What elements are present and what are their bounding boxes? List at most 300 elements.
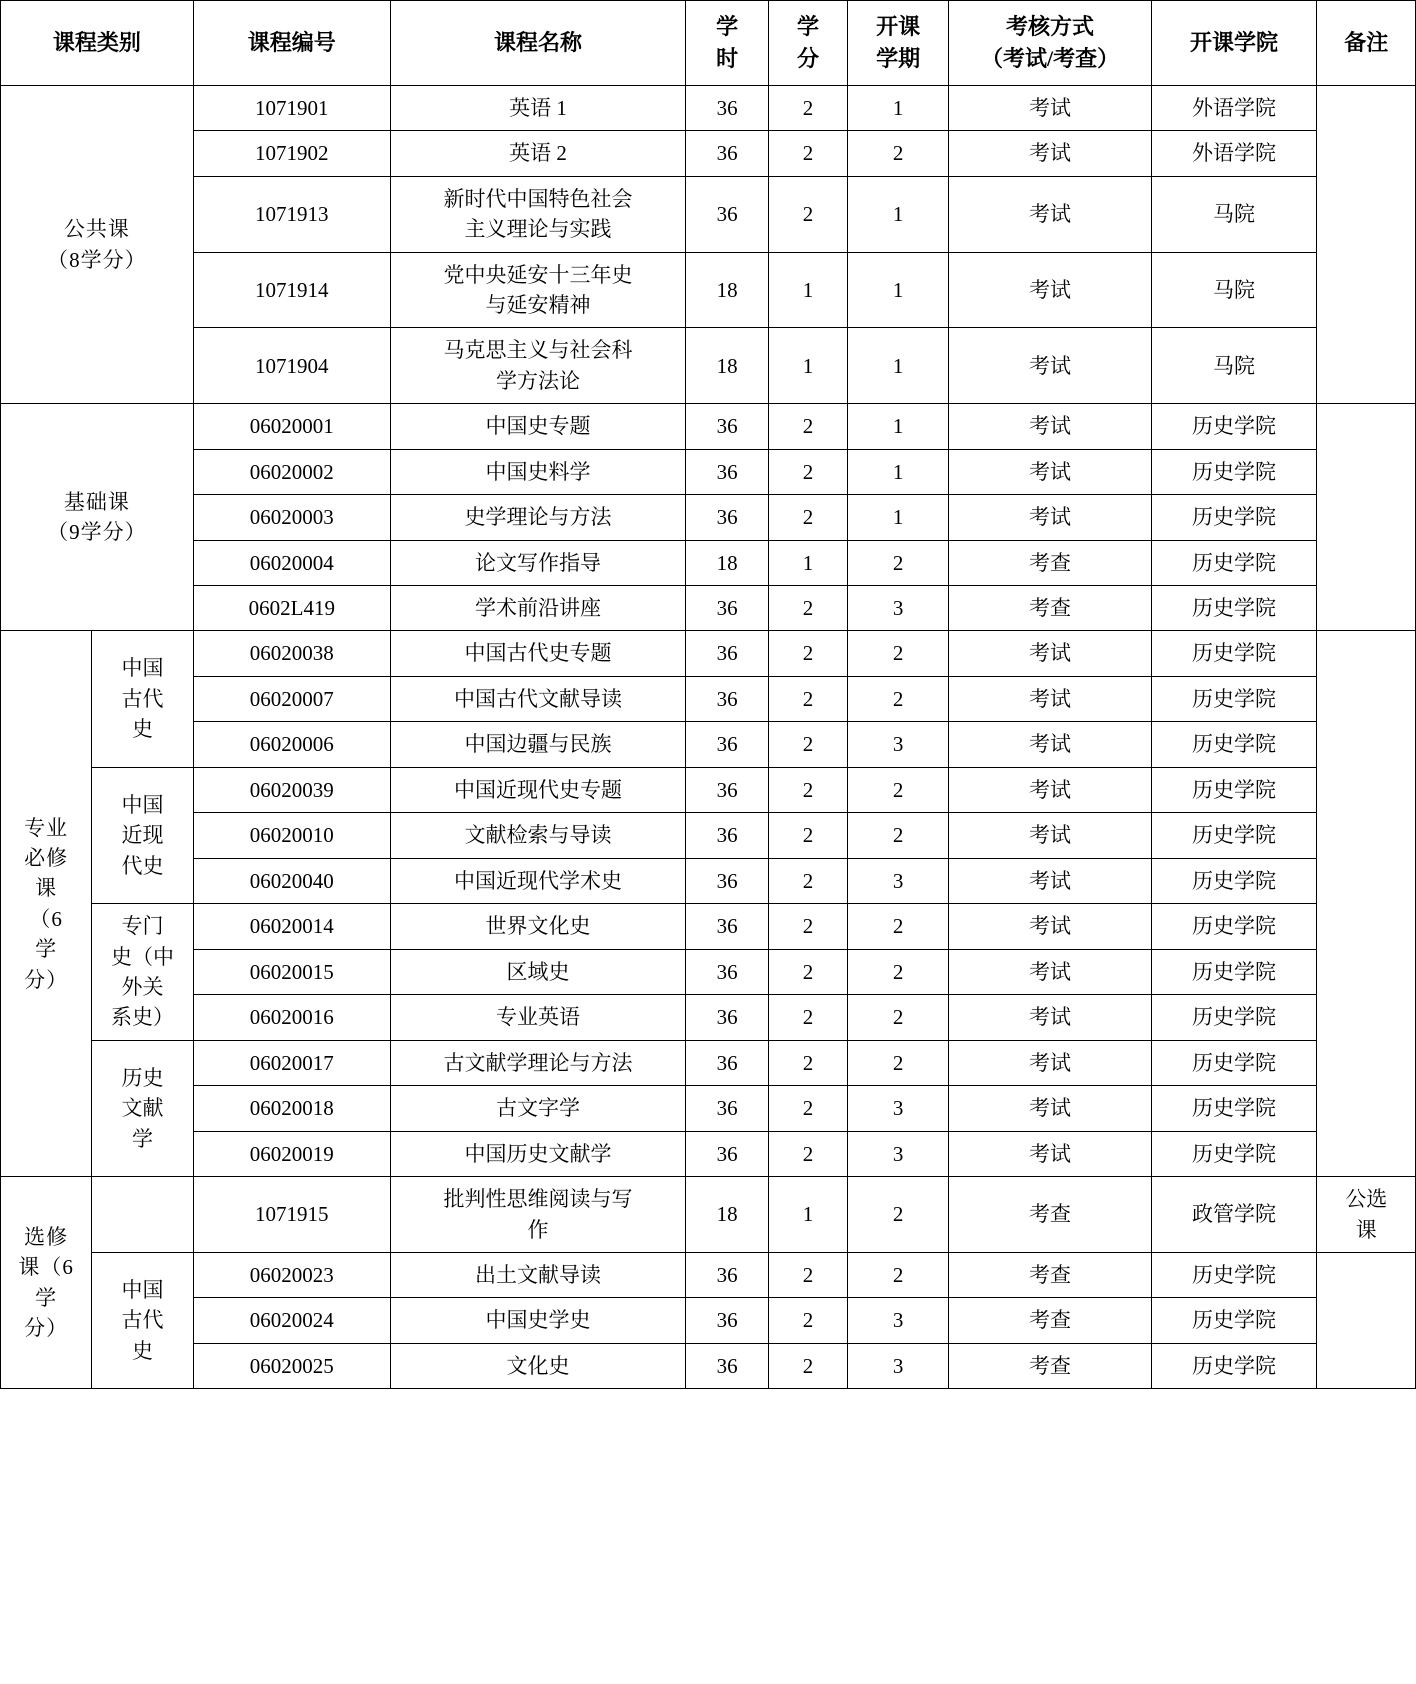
course-subcategory-cell: [92, 1253, 194, 1389]
table-row: [1, 586, 1416, 631]
table-row: [1, 722, 1416, 767]
table-row: [1, 176, 1416, 252]
header-credits: [769, 1, 848, 86]
course-name-cell: [390, 328, 685, 404]
department-cell: 历史学院: [1151, 1131, 1317, 1176]
class-hours-cell: 18: [686, 540, 769, 585]
course-category-cell-line: （8学分）: [47, 247, 147, 272]
class-hours-cell: 36: [686, 176, 769, 252]
department-cell: 历史学院: [1151, 858, 1317, 903]
credits-cell: 2: [769, 722, 848, 767]
course-category-cell-line: 学: [35, 937, 58, 962]
course-name-cell-line: 世界文化史: [485, 914, 591, 939]
header-assessment-line1: 考核方式: [1006, 14, 1095, 39]
department-cell: 历史学院: [1151, 1253, 1317, 1298]
assessment-cell: 考查: [949, 1177, 1151, 1253]
term-cell: 3: [847, 722, 949, 767]
course-name-cell-line: 中国近现代学术史: [453, 868, 622, 893]
course-category-cell-line: 专业: [24, 815, 69, 840]
assessment-cell: 考试: [949, 949, 1151, 995]
table-row: [1, 767, 1416, 812]
course-category-cell-line: 公共课: [63, 217, 130, 242]
course-name-cell-line: 古文字学: [495, 1096, 580, 1121]
course-name-cell-line: 新时代中国特色社会: [443, 186, 633, 211]
class-hours-cell: 36: [686, 1086, 769, 1131]
assessment-cell: 考查: [949, 586, 1151, 631]
term-cell: 2: [847, 949, 949, 995]
term-cell: 2: [847, 676, 949, 721]
term-cell: 2: [847, 540, 949, 585]
course-name-cell-line: 作: [527, 1217, 549, 1242]
class-hours-cell: 36: [686, 404, 769, 449]
course-name-cell-line: 古文献学理论与方法: [443, 1050, 633, 1075]
table-row: [1, 1040, 1416, 1085]
term-cell: 1: [847, 449, 949, 494]
assessment-cell: 考试: [949, 995, 1151, 1041]
credits-cell: 2: [769, 176, 848, 252]
class-hours-cell: 18: [686, 328, 769, 404]
table-row: [1, 949, 1416, 995]
assessment-cell: 考试: [949, 904, 1151, 950]
course-name-cell: [390, 176, 685, 252]
course-name-cell: [390, 722, 685, 767]
course-name-cell-line: 中国边疆与民族: [464, 732, 612, 757]
course-name-cell-line: 中国古代文献导读: [453, 686, 622, 711]
course-code-cell: 06020017: [193, 1040, 390, 1085]
course-code-cell: 1071913: [193, 176, 390, 252]
course-name-cell: [390, 1040, 685, 1085]
course-name-cell: [390, 404, 685, 449]
course-name-cell: [390, 949, 685, 995]
table-row: [1, 858, 1416, 903]
assessment-cell: 考试: [949, 858, 1151, 903]
header-class-hours-line2: 时: [716, 45, 739, 71]
table-row: [1, 1086, 1416, 1131]
course-code-cell: 1071904: [193, 328, 390, 404]
header-assessment-line2: （考试/考查）: [980, 45, 1120, 71]
credits-cell: 1: [769, 540, 848, 585]
credits-cell: 2: [769, 85, 848, 130]
course-name-cell: [390, 540, 685, 585]
credits-cell: 1: [769, 252, 848, 328]
remark-cell: [1317, 85, 1416, 404]
course-category-cell: [1, 631, 92, 1177]
class-hours-cell: 36: [686, 85, 769, 130]
assessment-cell: 考查: [949, 540, 1151, 585]
department-cell: 历史学院: [1151, 767, 1317, 812]
term-cell: 2: [847, 767, 949, 812]
class-hours-cell: 36: [686, 904, 769, 950]
table-row: [1, 1253, 1416, 1298]
course-category-cell-line: 必修: [24, 845, 69, 870]
credits-cell: 2: [769, 995, 848, 1041]
course-category-cell-line: 课（6: [18, 1255, 74, 1280]
course-name-cell-line: 马克思主义与社会科: [443, 338, 633, 363]
course-name-cell-line: 学方法论: [495, 368, 580, 393]
course-name-cell: [390, 1086, 685, 1131]
course-name-cell-line: 论文写作指导: [474, 550, 601, 575]
assessment-cell: 考试: [949, 252, 1151, 328]
course-subcategory-cell-line: 系史）: [111, 1005, 175, 1030]
class-hours-cell: 36: [686, 767, 769, 812]
assessment-cell: 考试: [949, 1086, 1151, 1131]
course-name-cell: [390, 1343, 685, 1388]
course-code-cell: 06020040: [193, 858, 390, 903]
table-row: [1, 495, 1416, 540]
course-code-cell: 1071915: [193, 1177, 390, 1253]
course-category-cell-line: 基础课: [63, 489, 130, 514]
term-cell: 1: [847, 404, 949, 449]
header-course-name: 课程名称: [390, 1, 685, 86]
class-hours-cell: 36: [686, 813, 769, 858]
course-subcategory-cell-line: 代史: [121, 853, 164, 878]
term-cell: 2: [847, 1040, 949, 1085]
course-code-cell: 06020023: [193, 1253, 390, 1298]
department-cell: 历史学院: [1151, 1086, 1317, 1131]
department-cell: 政管学院: [1151, 1177, 1317, 1253]
remark-cell: [1317, 631, 1416, 1177]
course-category-cell: [1, 1177, 92, 1389]
course-name-cell-line: 英语 2: [509, 141, 567, 166]
course-name-cell-line: 党中央延安十三年史: [443, 262, 633, 287]
assessment-cell: 考试: [949, 767, 1151, 812]
department-cell: 历史学院: [1151, 995, 1317, 1041]
credits-cell: 2: [769, 767, 848, 812]
assessment-cell: 考试: [949, 1131, 1151, 1176]
remark-cell: [1317, 404, 1416, 631]
credits-cell: 2: [769, 813, 848, 858]
credits-cell: 2: [769, 1343, 848, 1388]
course-name-cell: [390, 1298, 685, 1343]
credits-cell: 2: [769, 131, 848, 176]
header-credits-line1: 学: [796, 14, 819, 39]
course-code-cell: 06020039: [193, 767, 390, 812]
department-cell: 外语学院: [1151, 85, 1317, 130]
course-name-cell: [390, 495, 685, 540]
course-category-cell-line: （6: [29, 906, 63, 931]
class-hours-cell: 36: [686, 1131, 769, 1176]
class-hours-cell: 36: [686, 495, 769, 540]
course-category-cell: [1, 85, 194, 404]
course-code-cell: 06020003: [193, 495, 390, 540]
table-row: [1, 676, 1416, 721]
table-row: [1, 328, 1416, 404]
class-hours-cell: 36: [686, 131, 769, 176]
header-term-line1: 开课: [876, 14, 921, 39]
assessment-cell: 考试: [949, 722, 1151, 767]
remark-cell-line: 公选: [1345, 1187, 1388, 1212]
credits-cell: 2: [769, 449, 848, 494]
class-hours-cell: 36: [686, 1298, 769, 1343]
table-row: [1, 1177, 1416, 1253]
table-row: [1, 85, 1416, 130]
credits-cell: 2: [769, 586, 848, 631]
term-cell: 1: [847, 176, 949, 252]
course-name-cell: [390, 449, 685, 494]
course-name-cell: [390, 631, 685, 676]
course-code-cell: 06020015: [193, 949, 390, 995]
course-code-cell: 1071914: [193, 252, 390, 328]
term-cell: 1: [847, 495, 949, 540]
course-name-cell: [390, 1131, 685, 1176]
course-name-cell-line: 专业英语: [495, 1005, 580, 1030]
course-subcategory-cell: [92, 904, 194, 1041]
class-hours-cell: 36: [686, 1253, 769, 1298]
course-name-cell: [390, 1177, 685, 1253]
table-row: [1, 995, 1416, 1041]
course-subcategory-cell: [92, 767, 194, 903]
assessment-cell: 考试: [949, 131, 1151, 176]
header-term: [847, 1, 949, 86]
credits-cell: 2: [769, 1298, 848, 1343]
class-hours-cell: 36: [686, 1040, 769, 1085]
course-subcategory-cell: [92, 631, 194, 767]
class-hours-cell: 18: [686, 252, 769, 328]
class-hours-cell: 36: [686, 722, 769, 767]
table-row: [1, 404, 1416, 449]
term-cell: 2: [847, 631, 949, 676]
term-cell: 1: [847, 85, 949, 130]
table-row: [1, 1298, 1416, 1343]
assessment-cell: 考查: [949, 1343, 1151, 1388]
course-code-cell: 06020010: [193, 813, 390, 858]
header-assessment: [949, 1, 1151, 86]
course-subcategory-cell-line: 中国: [121, 792, 164, 817]
assessment-cell: 考试: [949, 449, 1151, 494]
department-cell: 历史学院: [1151, 586, 1317, 631]
table-row: [1, 252, 1416, 328]
term-cell: 2: [847, 131, 949, 176]
course-code-cell: 06020006: [193, 722, 390, 767]
course-name-cell: [390, 676, 685, 721]
assessment-cell: 考查: [949, 1253, 1151, 1298]
course-name-cell: [390, 1253, 685, 1298]
course-name-cell-line: 中国史学史: [485, 1308, 591, 1333]
course-name-cell-line: 中国史专题: [485, 414, 591, 439]
header-remark: 备注: [1317, 1, 1416, 86]
course-name-cell: [390, 813, 685, 858]
course-subcategory-cell-line: 中国: [121, 656, 164, 681]
remark-cell-line: 课: [1355, 1217, 1377, 1242]
table-row: [1, 904, 1416, 950]
department-cell: 外语学院: [1151, 131, 1317, 176]
table-row: [1, 540, 1416, 585]
class-hours-cell: 36: [686, 949, 769, 995]
department-cell: 马院: [1151, 252, 1317, 328]
term-cell: 3: [847, 1086, 949, 1131]
department-cell: 历史学院: [1151, 631, 1317, 676]
credits-cell: 1: [769, 1177, 848, 1253]
header-course-category: 课程类别: [1, 1, 194, 86]
course-subcategory-cell-line: 历史: [121, 1065, 164, 1090]
class-hours-cell: 36: [686, 449, 769, 494]
credits-cell: 2: [769, 1086, 848, 1131]
department-cell: 历史学院: [1151, 904, 1317, 950]
course-name-cell-line: 中国古代史专题: [464, 641, 612, 666]
class-hours-cell: 36: [686, 676, 769, 721]
department-cell: 历史学院: [1151, 813, 1317, 858]
table-row: [1, 813, 1416, 858]
course-name-cell-line: 主义理论与实践: [464, 217, 612, 242]
course-name-cell: [390, 858, 685, 903]
term-cell: 3: [847, 1131, 949, 1176]
course-code-cell: 06020001: [193, 404, 390, 449]
class-hours-cell: 36: [686, 1343, 769, 1388]
credits-cell: 2: [769, 858, 848, 903]
course-name-cell-line: 区域史: [506, 959, 570, 984]
term-cell: 2: [847, 904, 949, 950]
table-body: [1, 85, 1416, 1389]
course-code-cell: 06020014: [193, 904, 390, 950]
table-row: [1, 1131, 1416, 1176]
assessment-cell: 考试: [949, 328, 1151, 404]
department-cell: 历史学院: [1151, 1343, 1317, 1388]
course-code-cell: 06020024: [193, 1298, 390, 1343]
course-name-cell-line: 文献检索与导读: [464, 823, 612, 848]
term-cell: 1: [847, 328, 949, 404]
course-category-cell-line: 选修: [24, 1224, 69, 1249]
assessment-cell: 考试: [949, 631, 1151, 676]
course-name-cell-line: 与延安精神: [485, 292, 591, 317]
course-category-cell-line: 分）: [24, 967, 69, 992]
course-subcategory-cell-line: 史: [132, 1338, 154, 1363]
course-subcategory-cell-line: 史（中: [111, 944, 175, 969]
department-cell: 历史学院: [1151, 676, 1317, 721]
department-cell: 历史学院: [1151, 949, 1317, 995]
course-subcategory-cell-line: 近现: [121, 823, 164, 848]
assessment-cell: 考试: [949, 404, 1151, 449]
term-cell: 3: [847, 1343, 949, 1388]
course-code-cell: 06020016: [193, 995, 390, 1041]
course-subcategory-cell-line: 史: [132, 717, 154, 742]
course-category-cell-line: （9学分）: [47, 520, 147, 545]
term-cell: 1: [847, 252, 949, 328]
credits-cell: 2: [769, 676, 848, 721]
assessment-cell: 考试: [949, 1040, 1151, 1085]
course-code-cell: 1071902: [193, 131, 390, 176]
course-name-cell-line: 中国近现代史专题: [453, 777, 622, 802]
course-code-cell: 06020004: [193, 540, 390, 585]
remark-cell: [1317, 1253, 1416, 1389]
course-name-cell-line: 中国史料学: [485, 459, 591, 484]
course-name-cell: [390, 904, 685, 950]
remark-cell: [1317, 1177, 1416, 1253]
course-subcategory-cell-line: 外关: [121, 974, 164, 999]
header-credits-line2: 分: [796, 45, 819, 71]
course-name-cell-line: 学术前沿讲座: [474, 596, 601, 621]
course-code-cell: 06020038: [193, 631, 390, 676]
term-cell: 2: [847, 813, 949, 858]
assessment-cell: 考试: [949, 676, 1151, 721]
course-subcategory-cell-line: 文献: [121, 1096, 164, 1121]
department-cell: 马院: [1151, 328, 1317, 404]
course-code-cell: 1071901: [193, 85, 390, 130]
assessment-cell: 考试: [949, 85, 1151, 130]
credits-cell: 2: [769, 404, 848, 449]
header-term-line2: 学期: [876, 45, 921, 71]
course-name-cell: [390, 586, 685, 631]
credits-cell: 2: [769, 1131, 848, 1176]
class-hours-cell: 36: [686, 586, 769, 631]
table-row: [1, 1343, 1416, 1388]
course-category-cell-line: 分）: [24, 1316, 69, 1341]
term-cell: 2: [847, 1177, 949, 1253]
department-cell: 历史学院: [1151, 722, 1317, 767]
table-header-row: [1, 1, 1416, 86]
credits-cell: 2: [769, 949, 848, 995]
credits-cell: 2: [769, 904, 848, 950]
course-category-cell: [1, 404, 194, 631]
credits-cell: 2: [769, 1040, 848, 1085]
department-cell: 历史学院: [1151, 540, 1317, 585]
course-name-cell-line: 中国历史文献学: [464, 1141, 612, 1166]
header-class-hours: [686, 1, 769, 86]
assessment-cell: 考查: [949, 1298, 1151, 1343]
course-code-cell: 06020018: [193, 1086, 390, 1131]
department-cell: 马院: [1151, 176, 1317, 252]
course-name-cell: [390, 252, 685, 328]
course-name-cell-line: 文化史: [506, 1353, 570, 1378]
department-cell: 历史学院: [1151, 1040, 1317, 1085]
course-category-cell-line: 课: [35, 876, 58, 901]
header-course-code: 课程编号: [193, 1, 390, 86]
assessment-cell: 考试: [949, 176, 1151, 252]
course-subcategory-cell-line: 古代: [121, 686, 164, 711]
department-cell: 历史学院: [1151, 1298, 1317, 1343]
course-subcategory-cell: [92, 1040, 194, 1176]
course-code-cell: 06020007: [193, 676, 390, 721]
course-category-cell-line: 学: [35, 1285, 58, 1310]
assessment-cell: 考试: [949, 495, 1151, 540]
department-cell: 历史学院: [1151, 404, 1317, 449]
course-name-cell: [390, 767, 685, 812]
course-subcategory-cell: [92, 1177, 194, 1253]
course-name-cell: [390, 85, 685, 130]
class-hours-cell: 36: [686, 631, 769, 676]
department-cell: 历史学院: [1151, 495, 1317, 540]
credits-cell: 2: [769, 631, 848, 676]
table-row: [1, 449, 1416, 494]
course-name-cell: [390, 995, 685, 1041]
credits-cell: 2: [769, 495, 848, 540]
course-code-cell: 06020025: [193, 1343, 390, 1388]
term-cell: 2: [847, 995, 949, 1041]
course-code-cell: 0602L419: [193, 586, 390, 631]
assessment-cell: 考试: [949, 813, 1151, 858]
credits-cell: 2: [769, 1253, 848, 1298]
course-code-cell: 06020019: [193, 1131, 390, 1176]
course-code-cell: 06020002: [193, 449, 390, 494]
course-name-cell-line: 批判性思维阅读与写: [443, 1187, 633, 1212]
credits-cell: 1: [769, 328, 848, 404]
term-cell: 3: [847, 586, 949, 631]
course-subcategory-cell-line: 中国: [121, 1278, 164, 1303]
course-subcategory-cell-line: 古代: [121, 1308, 164, 1333]
course-name-cell: [390, 131, 685, 176]
class-hours-cell: 36: [686, 858, 769, 903]
course-name-cell-line: 英语 1: [509, 95, 567, 120]
course-subcategory-cell-line: 专门: [121, 914, 164, 939]
class-hours-cell: 18: [686, 1177, 769, 1253]
header-department: 开课学院: [1151, 1, 1317, 86]
term-cell: 3: [847, 858, 949, 903]
course-name-cell-line: 出土文献导读: [474, 1263, 601, 1288]
department-cell: 历史学院: [1151, 449, 1317, 494]
term-cell: 3: [847, 1298, 949, 1343]
course-name-cell-line: 史学理论与方法: [464, 505, 612, 530]
table-row: [1, 131, 1416, 176]
course-subcategory-cell-line: 学: [132, 1126, 154, 1151]
